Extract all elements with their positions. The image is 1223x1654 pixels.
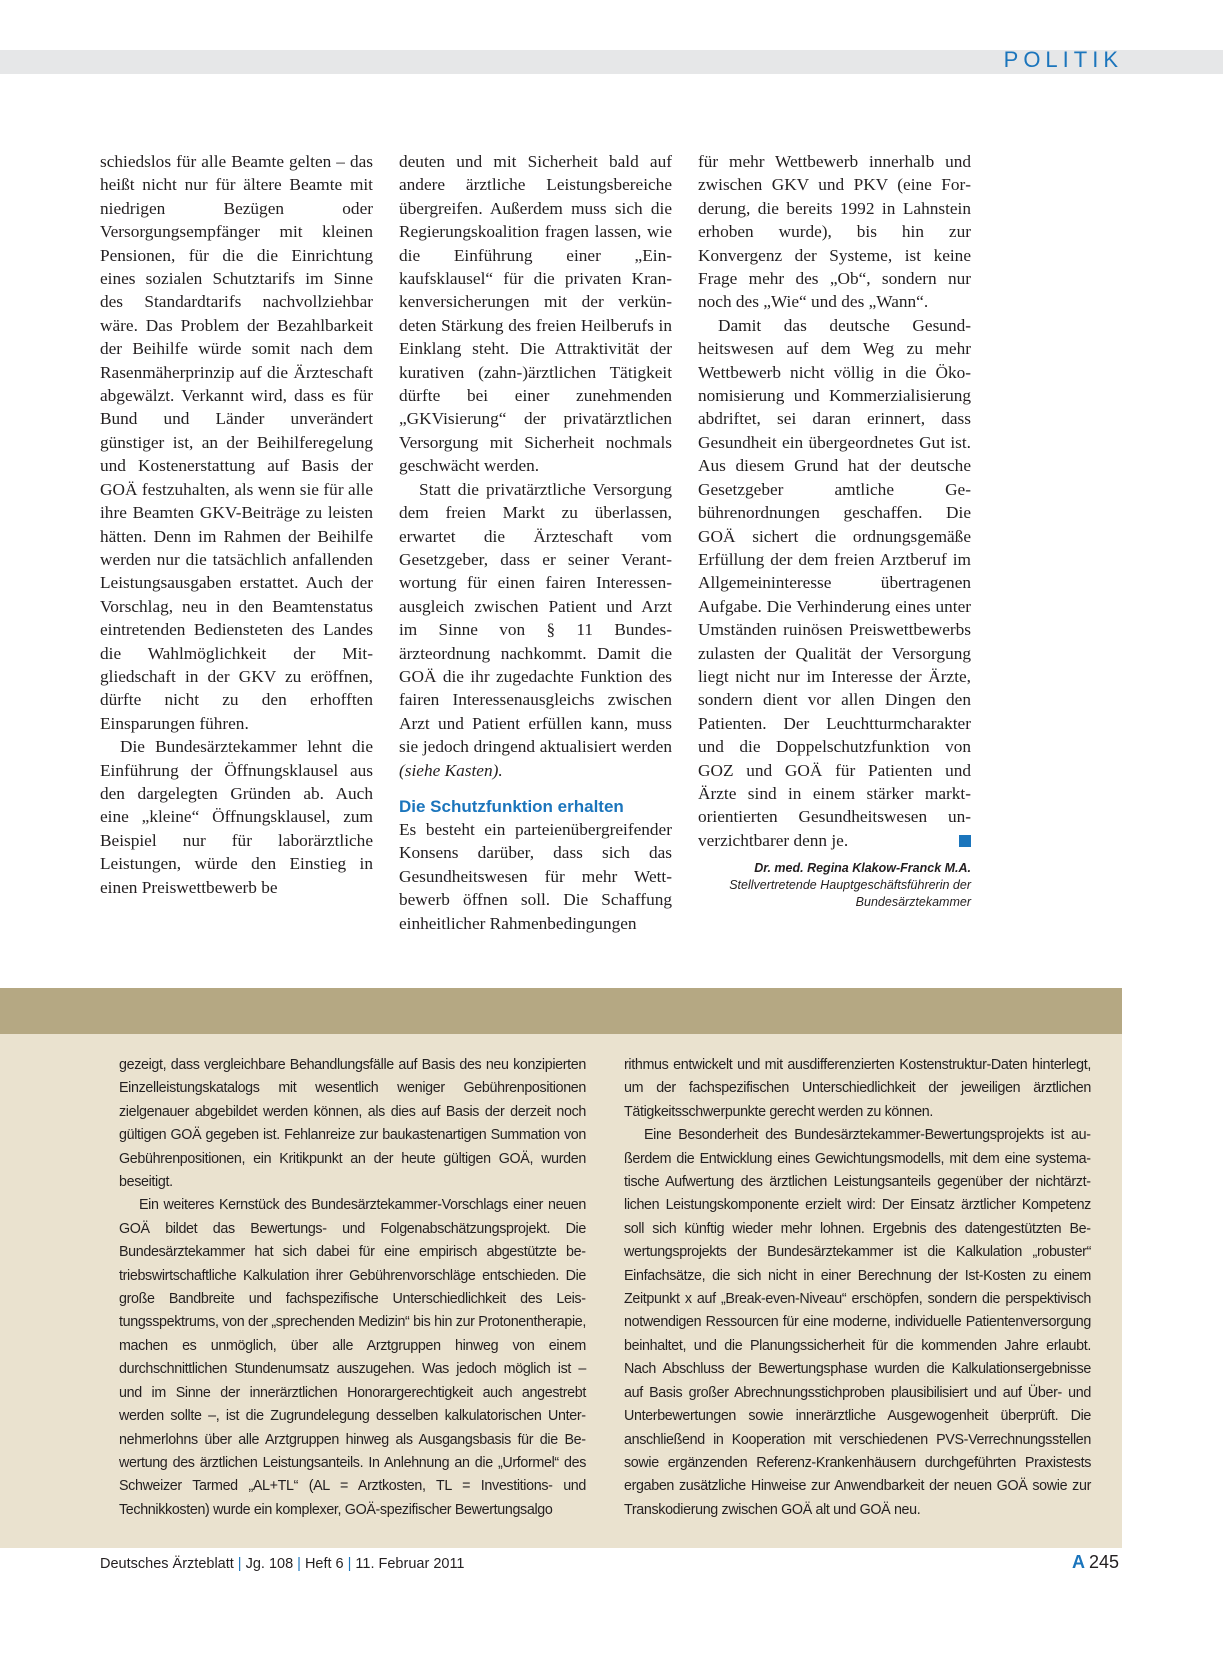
paragraph: Die Bundesärztekammer lehnt die Einführung der Öffnungsklausel aus den dargelegten Gründen ab. Auch eine „kleine“ Öffnungsklausel, zum Beispiel nur für laborärztliche Leistungen, würde den Einstieg in einen Preiswettbewerb be xyxy=(100,737,373,897)
subheading: Die Schutzfunktion erhalten xyxy=(399,796,624,816)
separator: | xyxy=(237,1556,242,1572)
info-box-header xyxy=(0,988,1122,1034)
page-number-value: 245 xyxy=(1088,1552,1119,1572)
footer xyxy=(100,1556,465,1572)
signature xyxy=(698,860,971,911)
end-mark-icon xyxy=(959,835,971,847)
separator: | xyxy=(347,1556,352,1572)
date: 11. Februar 2011 xyxy=(355,1556,465,1572)
paragraph-text: Damit das deutsche Gesundheitswesen auf dem Weg zu mehr Wettbewerb nicht völlig in die Ökonomisierung und Kommerzialisierung abdriftet, sei daran erinnert, dass Gesundheit ein übergeordnetes Gut ist. Aus diesem Grund hat der deutsche Gesetzgeber amtliche Gebührenordnungen geschaffen. Die GOÄ sichert die ordnungsgemäße Erfüllung der dem freien Arztberuf im Allgemeininteresse übertragenen Aufgabe. Die Verhinderung eines unter Umständen ruinösen Preiswettbewerbs zulasten der Qualität der Versorgung liegt nicht nur im Interesse der Ärzte, sondern dient vor allen Dingen den Patienten. Der Leuchtturmcharakter und die Doppelschutzfunktion von GOZ und GOÄ für Patienten und Ärzte sind in einem stärker marktorientierten Gesundheitswesen unverzichtbarer denn je. xyxy=(698,315,971,850)
issue: Heft 6 xyxy=(304,1556,344,1572)
paragraph: Es besteht ein parteienübergreifender Konsens darüber, dass sich das Gesundheitswesen für mehr Wettbewerb öffnen soll. Die Schaffung einheitlicher Rahmenbedingungen xyxy=(399,819,672,933)
paragraph xyxy=(399,478,672,782)
info-box-column-2 xyxy=(624,1054,1091,1522)
page-prefix: A xyxy=(1071,1552,1085,1572)
article-column-3 xyxy=(698,150,971,911)
signature-author: Dr. med. Regina Klakow-Franck M.A. xyxy=(754,861,971,876)
paragraph: Eine Besonderheit des Bundesärztekammer-Bewertungsprojekts ist außerdem die Entwicklung eines Gewichtungsmodells, mit dem eine systematische Aufwertung des ärztlichen Leistungsanteils gegenüber der nichtärztlichen Leistungskomponente erzielt wird: Der Einsatz ärztlicher Kompetenz soll sich künftig wieder mehr lohnen. Ergebnis des datengestützten Bewertungsprojekts der Bundesärztekammer ist die Kalkulation „robuster“ Einfachsätze, die sich nicht in einer Berechnung der Ist-Kosten zu einem Zeitpunkt x auf „Break-even-Niveau“ erschöpfen, sondern die perspektivisch notwendigen Ressourcen für eine moderne, individuelle Patientenversorgung beinhaltet, und die Planungssicherheit für die kommenden Jahre erlaubt. Nach Abschluss der Bewertungsphase wurden die Kalkulationsergebnisse auf Basis großer Abrechnungsstichproben plausibilisiert und auf Über- und Unterbewertungen sowie innerärztliche Ausgewogenheit überprüft. Die anschließend in Kooperation mit verschiedenen PVS-Verrechnungsstellen sowie ergänzenden Referenz-Krankenhäusern durchgeführten Praxistests ergaben zusätzliche Hinweise zur Anwendbarkeit der neuen GOÄ sowie zur Transkodierung zwischen GOÄ alt und GOÄ neu. xyxy=(624,1127,1091,1518)
paragraph: Ein weiteres Kernstück des Bundesärztekammer-Vorschlags einer neuen GOÄ bildet das Bewertungs- und Folgenabschätzungsprojekt. Die Bundesärztekammer hat sich dabei für eine empirisch abgestützte betriebswirtschaftliche Kalkulation ihrer Gebührenvorschläge entschieden. Die große Bandbreite und fachspezifische Unterschiedlichkeit des Leistungsspektrums, von der „sprechenden Medizin“ bis hin zur Protonentherapie, machen es unmöglich, über alle Arztgruppen hinweg von einem durchschnittlichen Stundenumsatz auszugehen. Was jedoch möglich ist – und im Sinne der innerärztlichen Honorargerechtigkeit auch angestrebt werden sollte –, ist die Zugrundelegung desselben kalkulatorischen Unternehmerlohns über alle Arztgruppen hinweg als Ausgangsbasis für die Bewertung des ärztlichen Leistungsanteils. In Anlehnung an die „Urformel“ des Schweizer Tarmed „AL+TL“ (AL = Arztkosten, TL = Investitions- und Technikkosten) wurde ein komplexer, GOÄ-spezifischer Bewertungsalgo xyxy=(119,1197,586,1518)
article-column-1 xyxy=(100,150,373,899)
journal-name: Deutsches Ärzteblatt xyxy=(100,1556,234,1572)
signature-role: Bundesärztekammer xyxy=(855,895,971,910)
separator: | xyxy=(297,1556,301,1572)
paragraph xyxy=(698,314,971,852)
paragraph: schiedslos für alle Beamte gelten – das heißt nicht nur für ältere Beamte mit niedrigen Bezügen oder Versorgungsempfänger mit kleinen Pensionen, für die die Einrichtung eines sozialen Schutztarifs im Sinne des Standardtarifs nachvollziehbar wäre. Das Problem der Bezahlbarkeit der Beihilfe würde somit nach dem Rasenmäherprinzip auf die Ärzteschaft abgewälzt. Verkannt wird, dass es für Bund und Länder unverändert günstiger ist, an der Beihilferegelung und Kostenerstattung auf Basis der GOÄ festzuhalten, als wenn sie für alle ihre Beamten GKV-Beiträge zu leisten hätten. Denn im Rahmen der Beihilfe werden nur die tatsächlich anfallenden Leistungsausgaben erstattet. Auch der Vorschlag, neu in den Beamtenstatus eintretenden Bediensteten des Landes die Wahlmöglichkeit der Mitgliedschaft in der GKV zu eröffnen, dürfte nicht zu den erhofften Einsparungen führen. xyxy=(100,152,373,733)
paragraph: deuten und mit Sicherheit bald auf andere ärztliche Leistungsbereiche übergreifen. Außerdem muss sich die Regierungskoalition fragen lassen, wie die Einführung einer „Einkaufsklausel“ für die privaten Krankenversicherungen mit der verkündeten Stärkung des freien Heilberufs in Einklang steht. Die Attraktivität der kurativen (zahn-)ärztlichen Tätigkeit dürfte bei einer zunehmenden „GKVisierung“ der privatärztlichen Versorgung mit Sicherheit nochmals geschwächt werden. xyxy=(399,152,672,476)
volume: Jg. 108 xyxy=(245,1556,294,1572)
paragraph: für mehr Wettbewerb innerhalb und zwischen GKV und PKV (eine Forderung, die bereits 1992 in Lahnstein erhoben wurde), bis hin zur Konvergenz der Systeme, ist keine Frage mehr des „Ob“, sondern nur noch des „Wie“ und des „Wann“. xyxy=(698,152,971,312)
article-column-2 xyxy=(399,150,672,935)
info-box-column-1 xyxy=(119,1054,586,1522)
page-number xyxy=(1072,1552,1119,1573)
paragraph: rithmus entwickelt und mit ausdifferenzierten Kostenstruktur-Daten hinterlegt, um der fachspezifischen Unterschiedlichkeit der jeweiligen ärztlichen Tätigkeitsschwerpunkte gerecht werden zu können. xyxy=(624,1057,1091,1120)
signature-role: Stellvertretende Hauptgeschäftsführerin der xyxy=(729,878,971,893)
box-reference: (siehe Kasten). xyxy=(399,760,503,780)
paragraph: gezeigt, dass vergleichbare Behandlungsfälle auf Basis des neu konzipierten Einzelleistungskatalogs mit wesentlich weniger Gebührenpositionen zielgenauer abgebildet werden können, als dies auf Basis der derzeit noch gültigen GOÄ gegeben ist. Fehlanreize zur baukastenartigen Summation von Gebührenpositionen, ein Kritikpunkt an der heute gültigen GOÄ, wurden beseitigt. xyxy=(119,1057,586,1191)
paragraph-text: Statt die privatärztliche Versorgung dem freien Markt zu überlassen, erwartet die Ärzteschaft vom Gesetzgeber, dass er seiner Verantwortung für einen fairen Interessenausgleich zwischen Patient und Arzt im Sinne von § 11 Bundesärzteordnung nachkommt. Damit die GOÄ die ihr zugedachte Funktion des fairen Interessenausgleichs zwischen Arzt und Patient erfüllen kann, muss sie jedoch dringend aktualisiert werden xyxy=(399,479,672,757)
section-label: POLITIK xyxy=(1003,47,1123,72)
